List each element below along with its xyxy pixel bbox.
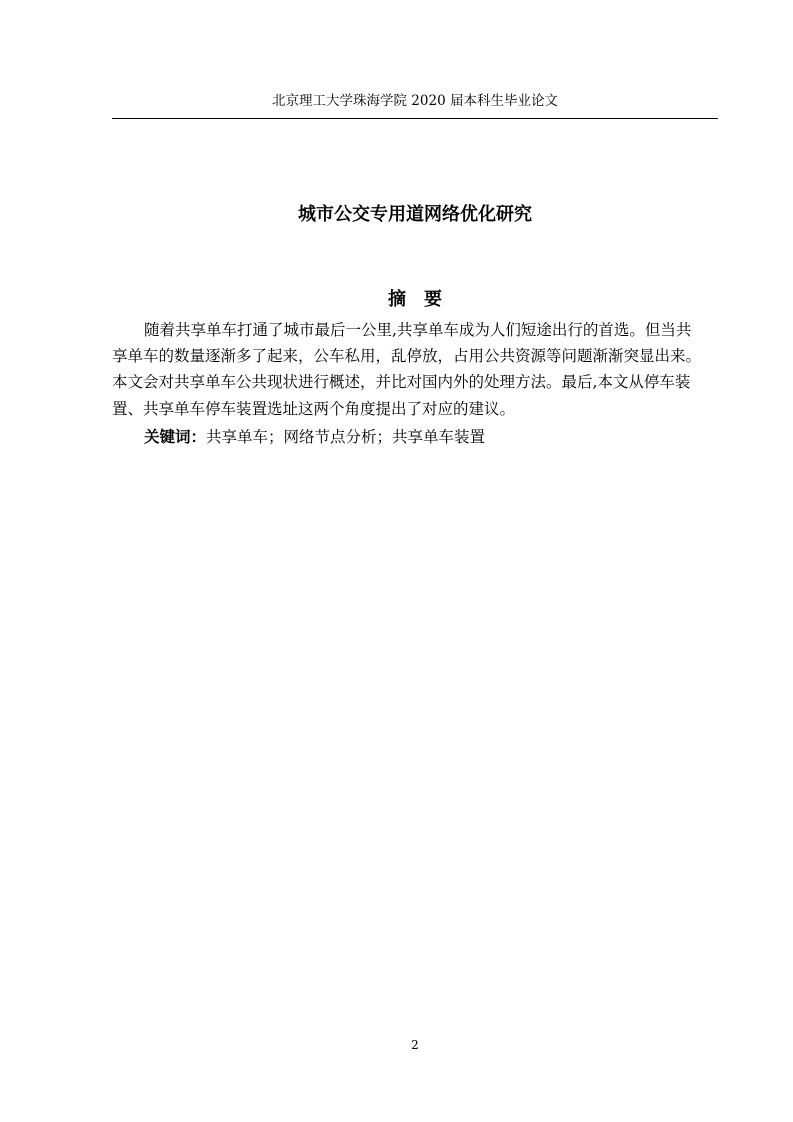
keywords-value: 共享单车；网络节点分析；共享单车装置	[206, 428, 486, 446]
abstract-line: 享单车的数量逐渐多了起来，公车私用，乱停放，占用公共资源等问题渐渐突显出来。	[112, 347, 702, 366]
paper-title: 城市公交专用道网络优化研究	[298, 204, 532, 225]
page-number: 2	[411, 1038, 419, 1052]
header-rule	[112, 118, 718, 119]
abstract-line: 本文会对共享单车公共现状进行概述，并比对国内外的处理方法。最后,本文从停车装	[112, 373, 691, 392]
abstract-heading: 摘要	[388, 289, 460, 310]
abstract-body	[112, 317, 720, 422]
keywords-label: 关键词：	[144, 427, 207, 446]
running-header: 北京理工大学珠海学院 2020 届本科生毕业论文	[272, 93, 558, 109]
abstract-line: 随着共享单车打通了城市最后一公里,共享单车成为人们短途出行的首选。但当共	[144, 321, 692, 339]
keywords	[144, 426, 485, 448]
abstract-line: 置、共享单车停车装置选址这两个角度提出了对应的建议。	[112, 399, 516, 418]
